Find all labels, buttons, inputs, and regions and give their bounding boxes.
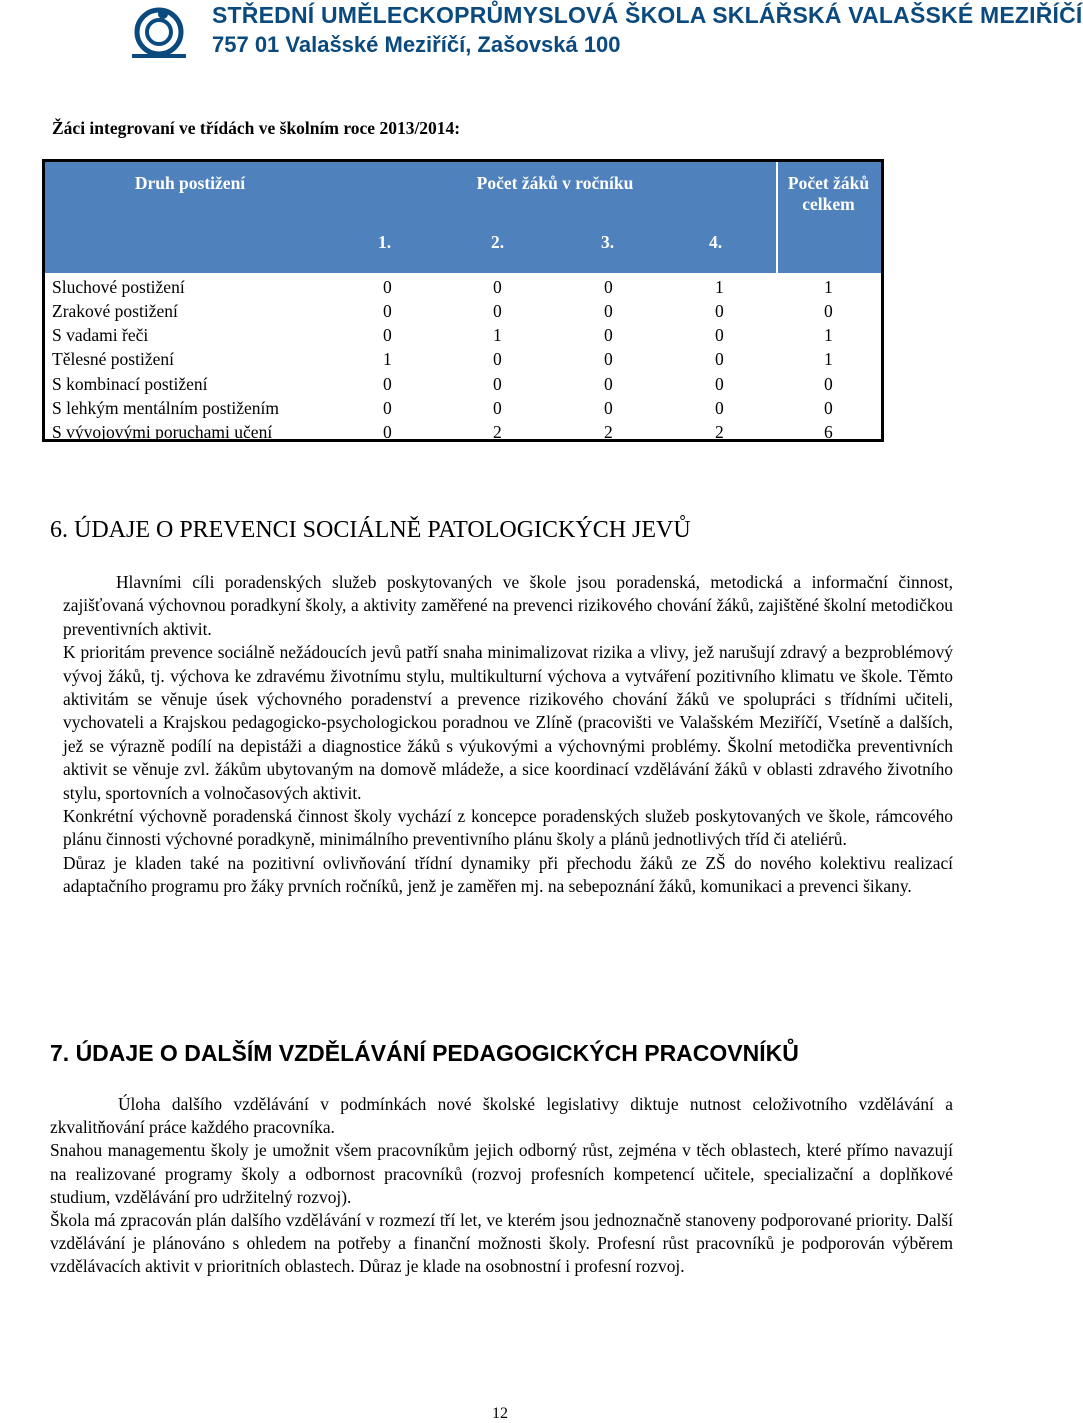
- header-grade-3: 3.: [601, 232, 615, 252]
- header-grade-4: 4.: [709, 232, 723, 252]
- total-value: 1: [824, 325, 833, 345]
- total-value: 0: [824, 301, 833, 321]
- row-label: S kombinací postižení: [52, 374, 208, 394]
- grade-2-value: 0: [493, 398, 502, 418]
- table-row: [45, 299, 881, 323]
- grade-2-value: 2: [493, 422, 502, 442]
- grade-3-value: 0: [604, 325, 613, 345]
- row-label: S vadami řeči: [52, 325, 149, 345]
- grade-3-value: 0: [604, 301, 613, 321]
- grade-1-value: 0: [383, 325, 392, 345]
- school-logo-icon: [128, 6, 190, 62]
- grade-3-value: 0: [604, 349, 613, 369]
- paragraph: Konkrétní výchovně poradenská činnost školy vychází z koncepce poradenských služeb poskytovaných ve škole, rámcového plánu činnosti výchovné poradkyně, minimálního preventivního plánu školy a plánů jednotlivých tříd či ateliérů.: [63, 806, 953, 850]
- grade-1-value: 0: [383, 422, 392, 442]
- grade-4-value: 0: [715, 349, 724, 369]
- integrated-pupils-table: [42, 159, 884, 442]
- grade-4-value: 0: [715, 398, 724, 418]
- grade-1-value: 0: [383, 277, 392, 297]
- grade-3-value: 0: [604, 398, 613, 418]
- table-row: [45, 372, 881, 396]
- grade-2-value: 0: [493, 301, 502, 321]
- grade-4-value: 2: [715, 422, 724, 442]
- paragraph: Hlavními cíli poradenských služeb poskytovaných ve škole jsou poradenská, metodická a informační činnost, zajišťovaná výchovnou poradkyní školy, a aktivity zaměřené na prevenci rizikového chování žáků, zajištěné školní metodičkou preventivních aktivit.: [63, 572, 953, 639]
- table-header: [45, 162, 881, 273]
- grade-3-value: 0: [604, 374, 613, 394]
- grade-1-value: 0: [383, 374, 392, 394]
- letterhead: [0, 0, 1083, 70]
- total-value: 0: [824, 398, 833, 418]
- row-label: S vývojovými poruchami učení: [52, 422, 273, 442]
- section-6-heading: 6. ÚDAJE O PREVENCI SOCIÁLNĚ PATOLOGICKÝCH JEVŮ: [50, 517, 691, 543]
- total-value: 0: [824, 374, 833, 394]
- header-total-pupils: Počet žáků celkem: [787, 173, 870, 214]
- table-row: [45, 275, 881, 299]
- total-value: 1: [824, 349, 833, 369]
- header-grade-2: 2.: [491, 232, 505, 252]
- header-disability-type: Druh postižení: [134, 173, 246, 193]
- grade-2-value: 0: [493, 374, 502, 394]
- row-label: S lehkým mentálním postižením: [52, 398, 279, 418]
- grade-2-value: 0: [493, 349, 502, 369]
- grade-4-value: 0: [715, 374, 724, 394]
- grade-4-value: 0: [715, 325, 724, 345]
- total-value: 6: [824, 422, 833, 442]
- paragraph: Škola má zpracován plán dalšího vzdělávání v rozmezí tří let, ve kterém jsou jednoznačně stanoveny podporované priority. Další vzdělávání je plánováno s ohledem na potřeby a finanční možnosti školy. Profesní růst pracovníků je podporován výběrem vzdělávacích aktivit v prioritních oblastech. Důraz je klade na osobnostní i profesní rozvoj.: [50, 1210, 953, 1277]
- grade-4-value: 1: [715, 277, 724, 297]
- page-number: 12: [492, 1405, 508, 1422]
- table-row: [45, 347, 881, 371]
- table-row: [45, 396, 881, 420]
- table-row: [45, 420, 881, 444]
- row-label: Tělesné postižení: [52, 349, 174, 369]
- header-grade-1: 1.: [378, 232, 392, 252]
- section-7-heading: 7. ÚDAJE O DALŠÍM VZDĚLÁVÁNÍ PEDAGOGICKÝCH PRACOVNÍKŮ: [50, 1040, 799, 1066]
- paragraph: Úloha dalšího vzdělávání v podmínkách nové školské legislativy diktuje nutnost celoživotního vzdělávání a zkvalitňování práce každého pracovníka.: [50, 1094, 953, 1138]
- grade-1-value: 0: [383, 398, 392, 418]
- school-address: 757 01 Valašské Meziříčí, Zašovská 100: [212, 32, 621, 57]
- paragraph: K prioritám prevence sociálně nežádoucích jevů patří snaha minimalizovat rizika a vlivy, jež narušují zdravý a bezproblémový vývoj žáků, tj. výchova ke zdravému životnímu stylu, multikulturní výchova a vytváření pozitivního klimatu ve škole. Těmto aktivitám se věnuje úsek výchovného poradenství a prevence rizikového chování žáků ve spolupráci s třídními učiteli, vychovateli a Krajskou pedagogicko-psychologickou poradnou ve Zlíně (pracovišti ve Valašském Meziříčí, Vsetíně a dalších, jež se výrazně podílí na depistáži a diagnostice žáků s výukovými a výchovnými problémy. Školní metodička preventivních aktivit se věnuje zvl. žákům ubytovaným na domově mládeže, a sice koordinací vzdělávání žáků v oblasti zdravého životního stylu, sportovních a volnočasových aktivit.: [63, 642, 953, 803]
- school-name: STŘEDNÍ UMĚLECKOPRŮMYSLOVÁ ŠKOLA SKLÁŘSKÁ VALAŠSKÉ MEZIŘÍČÍ: [212, 2, 1083, 28]
- section-7-body: [50, 1093, 953, 1279]
- grade-4-value: 0: [715, 301, 724, 321]
- grade-1-value: 1: [383, 349, 392, 369]
- table-caption: Žáci integrovaní ve třídách ve školním roce 2013/2014:: [52, 118, 461, 138]
- table-row: [45, 323, 881, 347]
- grade-2-value: 1: [493, 325, 502, 345]
- grade-1-value: 0: [383, 301, 392, 321]
- grade-3-value: 2: [604, 422, 613, 442]
- row-label: Sluchové postižení: [52, 277, 185, 297]
- header-pupils-per-grade: Počet žáků v ročníku: [476, 173, 634, 193]
- grade-2-value: 0: [493, 277, 502, 297]
- row-label: Zrakové postižení: [52, 301, 178, 321]
- grade-3-value: 0: [604, 277, 613, 297]
- paragraph: Důraz je kladen také na pozitivní ovlivňování třídní dynamiky při přechodu žáků ze ZŠ do nového kolektivu realizací adaptačního programu pro žáky prvních ročníků, jenž je zaměřen mj. na sebepoznání žáků, komunikaci a prevenci šikany.: [63, 852, 953, 897]
- paragraph: Snahou managementu školy je umožnit všem pracovníkům jejich odborný růst, zejména v těch oblastech, které přímo navazují na realizované programy školy a odbornost pracovníků (rozvoj profesních kompetencí učitele, specializační a doplňkové studium, vzdělávání pro udržitelný rozvoj).: [50, 1140, 953, 1207]
- total-value: 1: [824, 277, 833, 297]
- section-6-body: [63, 571, 953, 899]
